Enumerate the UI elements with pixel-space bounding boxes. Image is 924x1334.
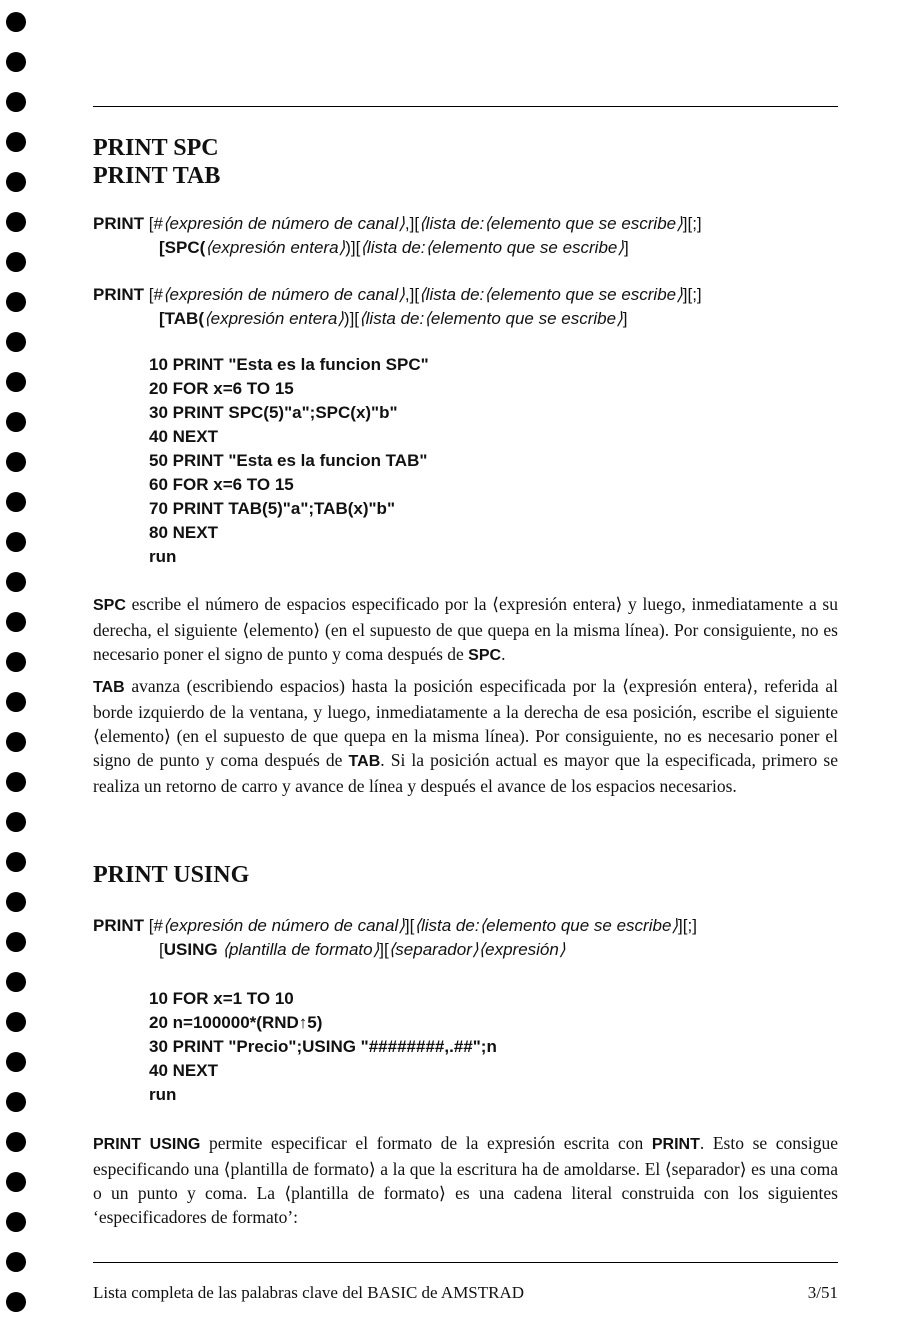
binder-hole — [6, 1092, 26, 1112]
code-line: run — [149, 1085, 177, 1104]
binder-hole — [6, 92, 26, 112]
binder-hole — [6, 1052, 26, 1072]
binder-hole — [6, 212, 26, 232]
binder-hole — [6, 772, 26, 792]
code-line: 50 PRINT "Esta es la funcion TAB" — [149, 451, 428, 470]
paragraph-text: . Esto se consigue especificando una ⟨plantilla de formato⟩ a la que la escritura ha de amoldarse. El ⟨separador⟩ es una coma o un punto y coma. La ⟨plantilla de formato⟩ es una cadena literal construida con los siguientes ‘especificadores de formato’: — [93, 1133, 838, 1227]
code-line: run — [149, 547, 177, 566]
binder-hole — [6, 692, 26, 712]
code-line: 30 PRINT SPC(5)"a";SPC(x)"b" — [149, 403, 398, 422]
syntax-line-2 — [93, 307, 702, 331]
code-line: 60 FOR x=6 TO 15 — [149, 475, 294, 494]
title-line-print-tab: PRINT TAB — [93, 163, 221, 189]
syntax-text: )][ — [345, 238, 361, 257]
keyword: [TAB( — [159, 309, 204, 328]
binder-hole — [6, 132, 26, 152]
binder-hole — [6, 12, 26, 32]
section-title-print-spc — [93, 134, 220, 190]
syntax-param: ⟨expresión de número de canal⟩ — [162, 916, 405, 935]
syntax-text: ] — [622, 309, 628, 328]
paragraph-text: permite especificar el formato de la expresión escrita con — [200, 1133, 652, 1153]
binder-hole — [6, 1172, 26, 1192]
title-line-print-spc: PRINT SPC — [93, 135, 219, 161]
syntax-text: )][ — [343, 309, 360, 328]
top-rule — [93, 106, 838, 107]
binder-hole — [6, 1252, 26, 1272]
syntax-print-using — [93, 914, 697, 962]
footer-title: Lista completa de las palabras clave del BASIC de AMSTRAD — [93, 1283, 525, 1302]
keyword: SPC — [93, 597, 126, 614]
keyword: PRINT — [93, 285, 144, 304]
binder-hole — [6, 1132, 26, 1152]
syntax-param: ⟨lista de:⟨elemento que se escribe⟩ — [359, 309, 623, 328]
section-title-print-using: PRINT USING — [93, 862, 250, 888]
syntax-param: ⟨expresión entera⟩ — [205, 238, 346, 257]
syntax-text: ,][ — [404, 214, 420, 233]
code-line: 40 NEXT — [149, 1061, 218, 1080]
code-line: 10 PRINT "Esta es la funcion SPC" — [149, 355, 429, 374]
keyword: TAB — [93, 679, 125, 696]
syntax-text: ][;] — [682, 214, 702, 233]
code-line: 30 PRINT "Precio";USING "########,.##";n — [149, 1037, 497, 1056]
paragraph-spc — [93, 592, 838, 668]
code-line: 10 FOR x=1 TO 10 — [149, 989, 294, 1008]
keyword: SPC — [468, 647, 502, 664]
syntax-text: ][;] — [678, 916, 697, 935]
paragraph-tab — [93, 674, 838, 798]
syntax-param: ⟨lista de:⟨elemento que se escribe⟩ — [419, 214, 683, 233]
binder-hole — [6, 452, 26, 472]
paragraph-text: escribe el número de espacios especificado por la ⟨expresión entera⟩ y luego, inmediatamente a su derecha, el siguiente ⟨elemento⟩ (en el supuesto de que quepa en la misma línea). Por consiguiente, no es necesario poner el signo de punto y coma después de — [93, 594, 838, 664]
syntax-line-2 — [93, 236, 702, 260]
keyword: PRINT USING — [93, 1136, 201, 1153]
code-line: 20 FOR x=6 TO 15 — [149, 379, 294, 398]
keyword: [SPC( — [159, 238, 206, 257]
syntax-print-spc — [93, 212, 702, 260]
code-line: 70 PRINT TAB(5)"a";TAB(x)"b" — [149, 499, 396, 518]
binder-hole — [6, 172, 26, 192]
keyword: PRINT — [93, 214, 144, 233]
binder-hole — [6, 1292, 26, 1312]
syntax-line-1 — [93, 283, 702, 307]
syntax-text: [ — [159, 940, 164, 959]
syntax-param: ⟨lista de:⟨elemento que se escribe⟩ — [414, 916, 679, 935]
binder-hole — [6, 1012, 26, 1032]
keyword: TAB — [348, 753, 381, 770]
binder-hole — [6, 252, 26, 272]
syntax-line-1 — [93, 914, 697, 938]
syntax-text: ][;] — [682, 285, 702, 304]
keyword: PRINT — [651, 1136, 700, 1153]
code-line: 40 NEXT — [149, 427, 218, 446]
syntax-param: ⟨separador⟩⟨expresión⟩ — [388, 940, 566, 959]
binder-hole — [6, 492, 26, 512]
code-example-spc-tab — [149, 353, 429, 569]
binder-hole — [6, 612, 26, 632]
binder-hole — [6, 532, 26, 552]
binder-hole — [6, 972, 26, 992]
paragraph-text: . — [501, 644, 506, 664]
paragraph-text: avanza (escribiendo espacios) hasta la posición especificada por la ⟨expresión entera⟩, referida al borde izquierdo de la ventana, y luego, inmediatamente a la derecha de esa posición, escribe el siguiente ⟨elemento⟩ (en el supuesto de que quepa en la misma línea). Por consiguiente, no es necesario poner el signo de punto y coma después de — [93, 676, 838, 770]
syntax-param: ⟨lista de:⟨elemento que se escribe⟩ — [360, 238, 625, 257]
binder-hole — [6, 292, 26, 312]
binder-hole — [6, 332, 26, 352]
syntax-line-1 — [93, 212, 702, 236]
syntax-print-tab — [93, 283, 702, 331]
binder-hole — [6, 412, 26, 432]
binder-hole — [6, 1212, 26, 1232]
syntax-param: ⟨plantilla de formato⟩ — [222, 940, 380, 959]
syntax-text: [# — [144, 285, 163, 304]
syntax-param: ⟨expresión entera⟩ — [204, 309, 344, 328]
binder-hole — [6, 52, 26, 72]
syntax-text: ][ — [404, 916, 415, 935]
keyword: USING — [163, 940, 218, 959]
syntax-text: [# — [144, 214, 163, 233]
code-line: 80 NEXT — [149, 523, 218, 542]
syntax-text: ,][ — [404, 285, 420, 304]
binder-hole — [6, 812, 26, 832]
binder-hole — [6, 892, 26, 912]
syntax-param: ⟨lista de:⟨elemento que se escribe⟩ — [419, 285, 683, 304]
binder-hole — [6, 572, 26, 592]
binder-hole — [6, 372, 26, 392]
binder-hole — [6, 852, 26, 872]
binder-hole — [6, 932, 26, 952]
code-example-using — [149, 987, 497, 1107]
syntax-param: ⟨expresión de número de canal⟩ — [162, 214, 405, 233]
syntax-text: ][ — [379, 940, 389, 959]
paragraph-text: . Si la posición actual es mayor que la especificada, primero se realiza un retorno de carro y avance de línea y después el avance de los espacios necesarios. — [93, 750, 838, 796]
syntax-line-2 — [93, 938, 697, 962]
code-line: 20 n=100000*(RND↑5) — [149, 1013, 323, 1032]
paragraph-print-using — [93, 1131, 838, 1229]
keyword: PRINT — [93, 916, 144, 935]
bottom-rule — [93, 1262, 838, 1263]
syntax-text: [# — [144, 916, 163, 935]
binder-hole — [6, 732, 26, 752]
binder-hole — [6, 652, 26, 672]
page-number: 3/51 — [807, 1283, 838, 1302]
syntax-param: ⟨expresión de número de canal⟩ — [162, 285, 405, 304]
syntax-text: ] — [624, 238, 629, 257]
